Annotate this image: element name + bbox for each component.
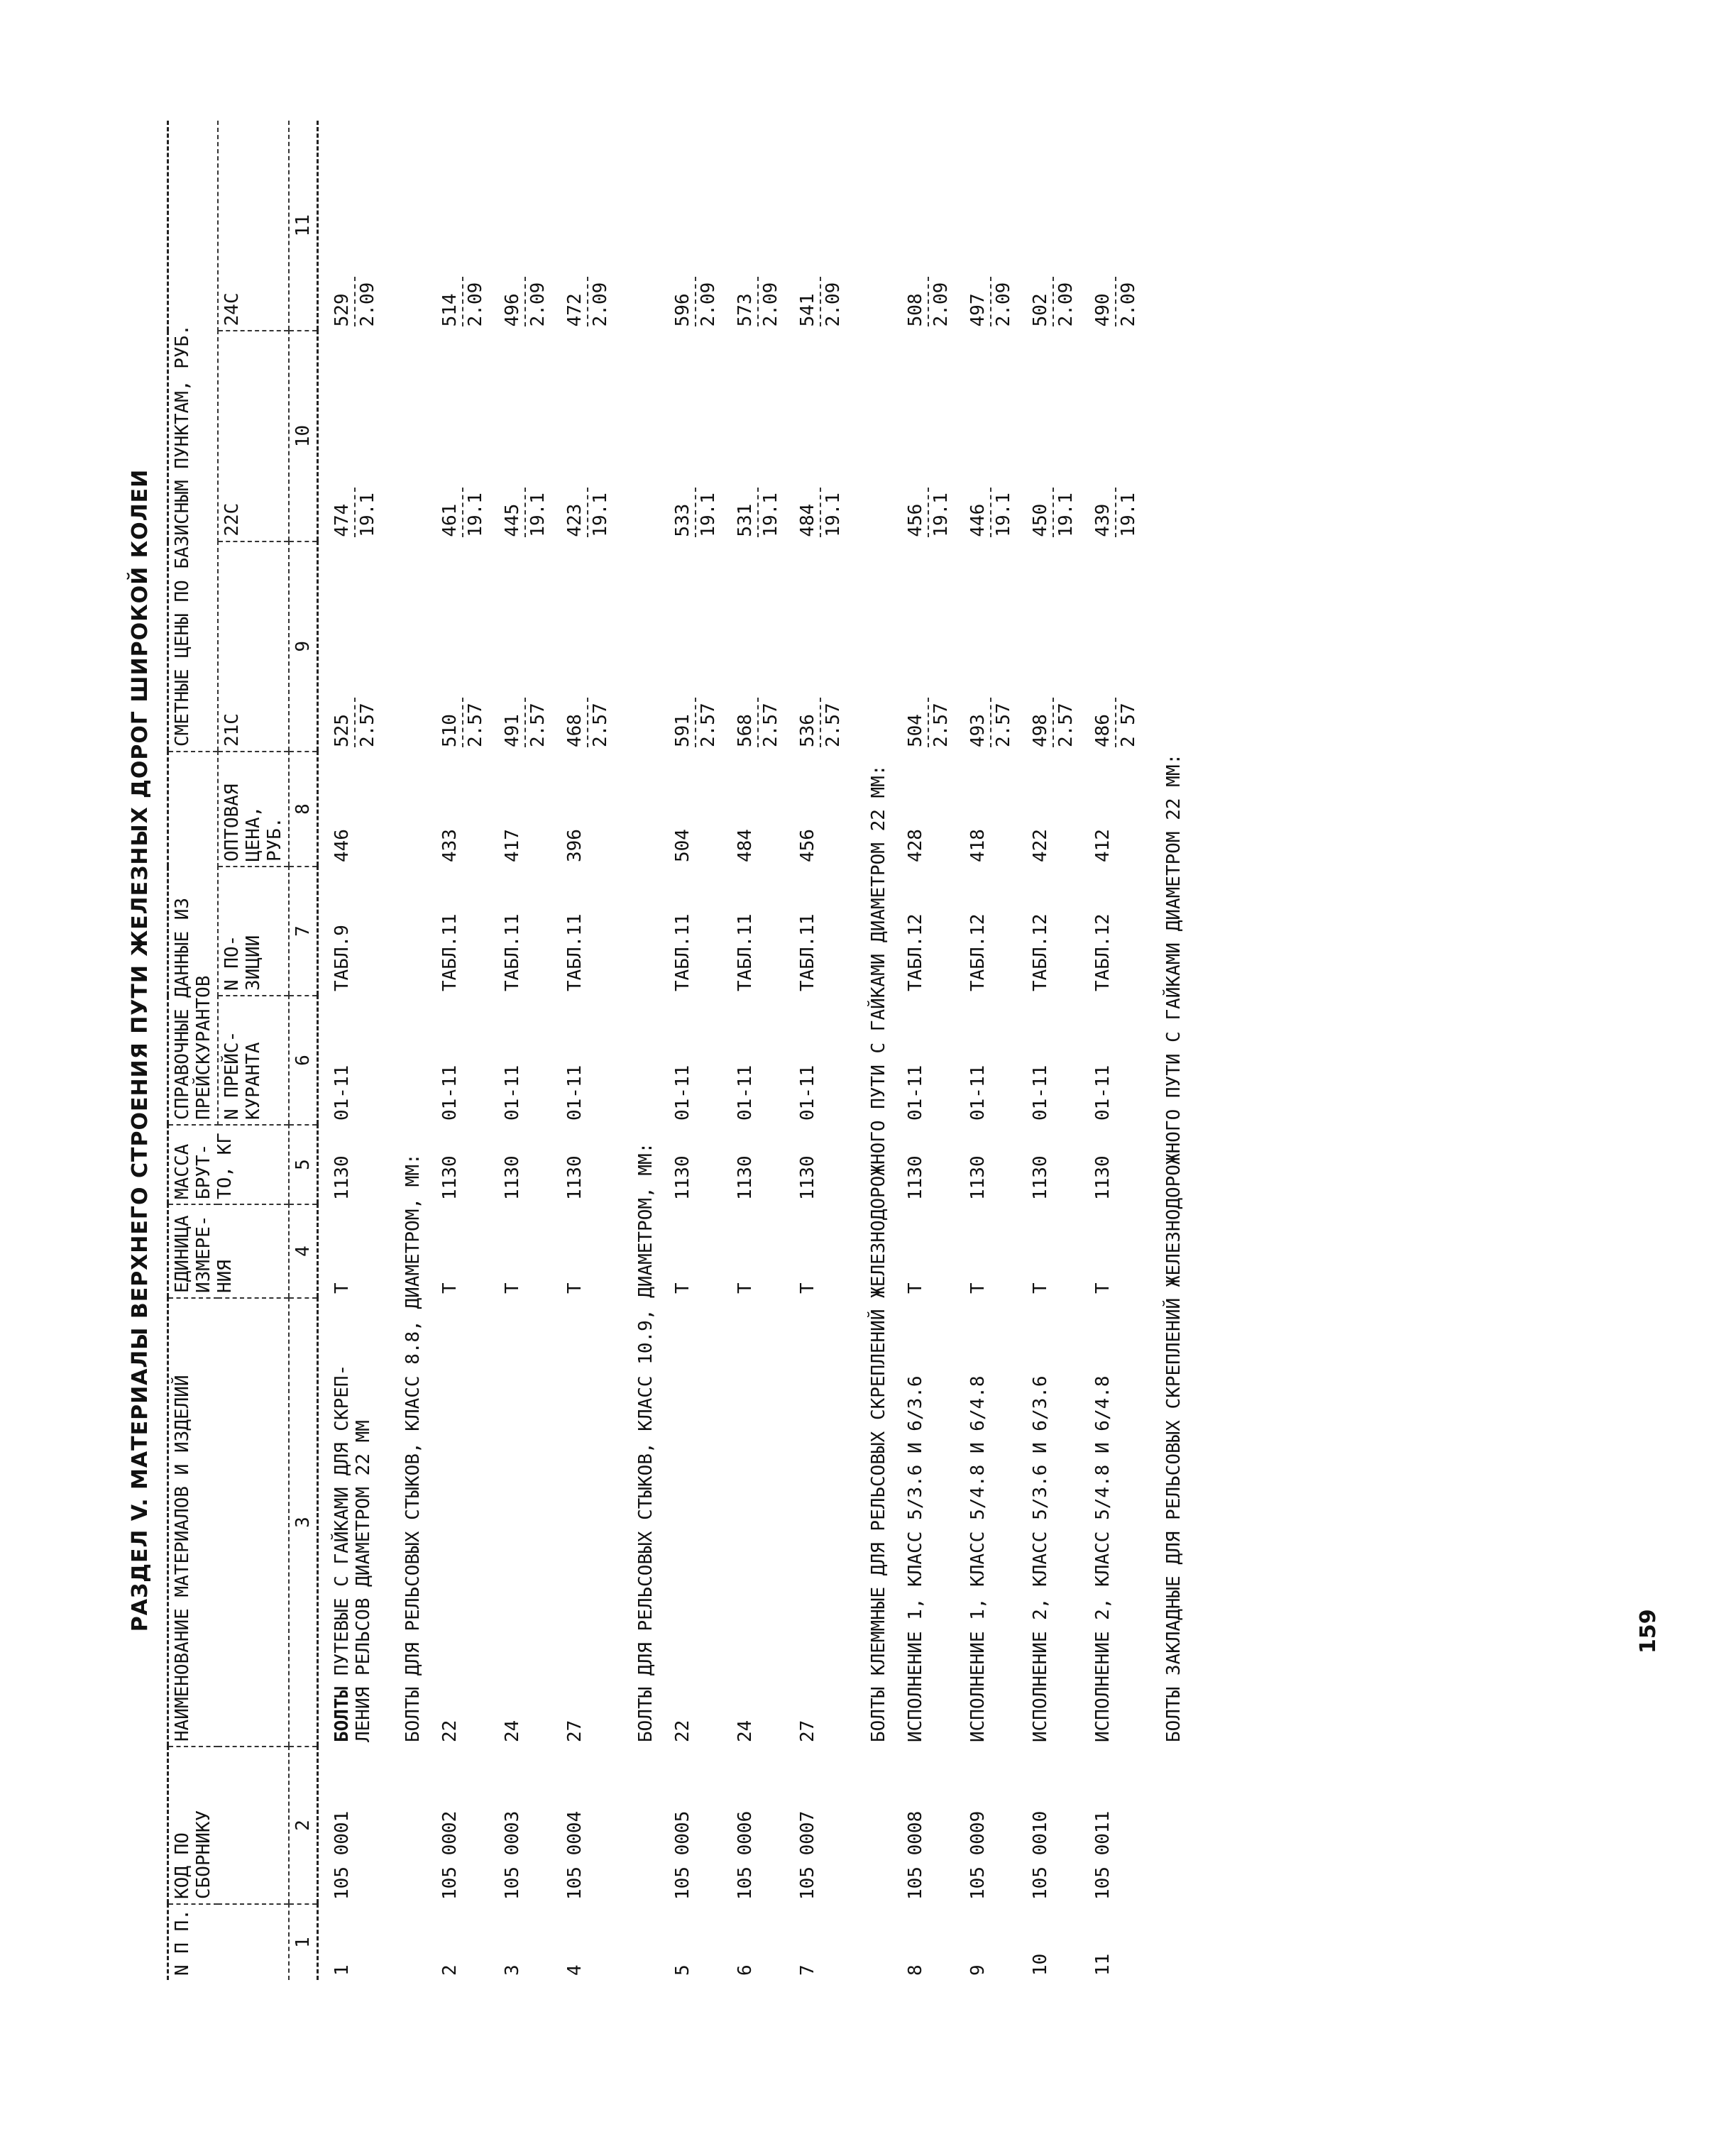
price-value: 502	[1030, 293, 1051, 327]
unit: Т	[797, 1282, 818, 1294]
price-list-number: 01-11	[967, 1065, 989, 1121]
header-col-6: N ПРЕЙС- КУРАНТА	[218, 996, 289, 1125]
price-list-number: 01-11	[905, 1065, 926, 1121]
position-number: ТАБЛ.12	[1030, 913, 1051, 991]
price-cell	[1079, 121, 1142, 331]
unit: Т	[905, 1282, 926, 1294]
item-code: 105 0011	[1092, 1810, 1114, 1900]
column-number: 6	[289, 996, 318, 1125]
price-cell	[659, 121, 722, 331]
price-cell	[318, 541, 382, 752]
price-cell	[784, 121, 847, 331]
wholesale-price: 428	[905, 829, 926, 862]
price-list-number: 01-11	[735, 1065, 756, 1121]
position-number: ТАБЛ.9	[331, 925, 353, 991]
empty-cell	[614, 1747, 659, 1904]
price-value: 450	[1030, 503, 1051, 537]
column-number: 3	[289, 1298, 318, 1747]
price-cell	[1017, 331, 1079, 541]
table-row	[1017, 121, 1079, 1980]
price-value: 474	[331, 503, 353, 537]
table-row	[659, 121, 722, 1980]
coefficient-value: 2.57	[1055, 703, 1077, 747]
price-value: 531	[735, 503, 756, 537]
fraction-divider	[524, 277, 526, 326]
wholesale-price: 418	[967, 829, 989, 862]
gross-mass: 1130	[905, 1155, 926, 1200]
item-name: 22	[672, 1720, 693, 1742]
row-number: 7	[797, 1964, 818, 1976]
price-cell	[427, 541, 489, 752]
group-heading-text: БОЛТЫ ДЛЯ РЕЛЬСОВЫХ СТЫКОВ, КЛАСС 10.9, ДИАМЕТРОМ, ММ:	[635, 1142, 656, 1742]
group-lead-word: БОЛТЫ	[331, 1686, 353, 1742]
group-heading-text: БОЛТЫ КЛЕММНЫЕ ДЛЯ РЕЛЬСОВЫХ СКРЕПЛЕНИЙ ЖЕЛЕЗНОДОРОЖНОГО ПУТИ С ГАЙКАМИ ДИАМЕТРОМ 22 ММ:	[868, 764, 889, 1742]
price-cell	[722, 541, 784, 752]
fraction-divider	[820, 698, 821, 747]
row-number: 2	[439, 1964, 461, 1976]
price-value: 591	[672, 714, 693, 747]
gross-mass: 1130	[672, 1155, 693, 1200]
coefficient-value: 2.09	[1118, 282, 1139, 327]
price-list-number: 01-11	[564, 1065, 586, 1121]
unit: Т	[564, 1282, 586, 1294]
fraction-divider	[695, 277, 696, 326]
header-col-3: НАИМЕНОВАНИЕ МАТЕРИАЛОВ И ИЗДЕЛИЙ	[168, 1298, 290, 1747]
gross-mass: 1130	[967, 1155, 989, 1200]
coefficient-value: 2.57	[357, 703, 378, 747]
fraction-divider	[462, 488, 463, 537]
price-value: 541	[797, 293, 818, 327]
fraction-divider	[524, 488, 526, 537]
price-cell	[551, 121, 614, 331]
table-row	[1079, 121, 1142, 1980]
price-value: 508	[905, 293, 926, 327]
position-number: ТАБЛ.11	[564, 913, 586, 991]
table-row	[784, 121, 847, 1980]
price-list-number: 01-11	[797, 1065, 818, 1121]
wholesale-price: 456	[797, 829, 818, 862]
empty-cell	[381, 1904, 427, 1980]
fraction-divider	[820, 488, 821, 537]
group-heading	[381, 121, 427, 1747]
gross-mass: 1130	[735, 1155, 756, 1200]
column-number: 10	[289, 331, 318, 541]
table-row	[318, 121, 382, 1980]
coefficient-value: 19.1	[357, 493, 378, 537]
gross-mass: 1130	[1092, 1155, 1114, 1200]
price-cell	[955, 541, 1017, 752]
position-number: ТАБЛ.11	[439, 913, 461, 991]
fraction-divider	[1053, 277, 1054, 326]
price-cell	[427, 331, 489, 541]
price-cell	[784, 331, 847, 541]
fraction-divider	[587, 488, 588, 537]
header-col-2: КОД ПО СБОРНИКУ	[168, 1747, 290, 1904]
fraction-divider	[1115, 277, 1116, 326]
coefficient-value: 2.57	[698, 703, 719, 747]
header-col-4: ЕДИНИЦА ИЗМЕРЕ- НИЯ	[168, 1204, 290, 1298]
price-value: 439	[1092, 503, 1114, 537]
row-number: 6	[735, 1964, 756, 1976]
coefficient-value: 2.09	[823, 282, 844, 327]
item-code: 105 0003	[502, 1810, 523, 1900]
price-cell	[892, 121, 955, 331]
price-value: 468	[564, 714, 586, 747]
materials-table	[167, 121, 1187, 1980]
group-heading-text: БОЛТЫ ДЛЯ РЕЛЬСОВЫХ СТЫКОВ, КЛАСС 8.8, ДИАМЕТРОМ, ММ:	[402, 1153, 424, 1742]
empty-cell	[614, 1904, 659, 1980]
coefficient-value: 19.1	[698, 493, 719, 537]
price-value: 529	[331, 293, 353, 327]
price-value: 536	[797, 714, 818, 747]
price-value: 486	[1092, 714, 1114, 747]
coefficient-value: 19.1	[823, 493, 844, 537]
coefficient-value: 2.09	[527, 282, 549, 327]
price-cell	[659, 331, 722, 541]
unit: Т	[331, 1282, 353, 1294]
unit: Т	[672, 1282, 693, 1294]
fraction-divider	[928, 698, 929, 747]
unit: Т	[735, 1282, 756, 1294]
price-value: 510	[439, 714, 461, 747]
wholesale-price: 433	[439, 829, 461, 862]
item-name: ИСПОЛНЕНИЕ 1, КЛАСС 5/4.8 И 6/4.8	[967, 1375, 989, 1742]
gross-mass: 1130	[502, 1155, 523, 1200]
item-name: ИСПОЛНЕНИЕ 2, КЛАСС 5/3.6 И 6/3.6	[1030, 1375, 1051, 1742]
position-number: ТАБЛ.11	[672, 913, 693, 991]
price-value: 472	[564, 293, 586, 327]
fraction-divider	[354, 698, 356, 747]
price-list-number: 01-11	[1030, 1065, 1051, 1121]
table-row	[427, 121, 489, 1980]
price-cell	[1079, 541, 1142, 752]
price-list-number: 01-11	[1092, 1065, 1114, 1121]
price-cell	[722, 331, 784, 541]
unit: Т	[967, 1282, 989, 1294]
gross-mass: 1130	[564, 1155, 586, 1200]
item-code: 105 0004	[564, 1810, 586, 1900]
item-code: 105 0008	[905, 1810, 926, 1900]
fraction-divider	[990, 698, 991, 747]
price-cell	[551, 541, 614, 752]
wholesale-price: 484	[735, 829, 756, 862]
coefficient-value: 2.09	[465, 282, 486, 327]
fraction-divider	[462, 277, 463, 326]
price-cell	[784, 541, 847, 752]
price-value: 484	[797, 503, 818, 537]
fraction-divider	[1053, 488, 1054, 537]
price-value: 493	[967, 714, 989, 747]
unit: Т	[502, 1282, 523, 1294]
table-row	[955, 121, 1017, 1980]
item-code: 105 0010	[1030, 1810, 1051, 1900]
price-cell	[489, 331, 551, 541]
coefficient-value: 2.57	[527, 703, 549, 747]
fraction-divider	[928, 277, 929, 326]
price-list-number: 01-11	[672, 1065, 693, 1121]
price-list-number: 01-11	[502, 1065, 523, 1121]
header-col-9: 21С	[218, 541, 289, 752]
coefficient-value: 2.57	[590, 703, 611, 747]
wholesale-price: 422	[1030, 829, 1051, 862]
group-heading	[847, 121, 892, 1747]
header-price-group: СМЕТНЫЕ ЦЕНЫ ПО БАЗИСНЫМ ПУНКТАМ, РУБ.	[168, 121, 219, 752]
item-code: 105 0001	[331, 1810, 353, 1900]
position-number: ТАБЛ.12	[905, 913, 926, 991]
price-value: 498	[1030, 714, 1051, 747]
item-name: 27	[564, 1720, 586, 1742]
column-number: 1	[289, 1904, 318, 1980]
column-number: 2	[289, 1747, 318, 1904]
group-heading-text: БОЛТЫ ЗАКЛАДНЫЕ ДЛЯ РЕЛЬСОВЫХ СКРЕПЛЕНИЙ ЖЕЛЕЗНОДОРОЖНОГО ПУТИ С ГАЙКАМИ ДИАМЕТРОМ 22 ММ:	[1163, 753, 1185, 1742]
table-body	[318, 121, 1188, 1980]
price-cell	[427, 121, 489, 331]
gross-mass: 1130	[331, 1155, 353, 1200]
price-value: 573	[735, 293, 756, 327]
coefficient-value: 19.1	[1118, 493, 1139, 537]
price-value: 445	[502, 503, 523, 537]
item-code: 105 0007	[797, 1810, 818, 1900]
price-value: 461	[439, 503, 461, 537]
price-cell	[318, 331, 382, 541]
item-code: 105 0006	[735, 1810, 756, 1900]
coefficient-value: 2.09	[698, 282, 719, 327]
coefficient-value: 2.57	[760, 703, 781, 747]
coefficient-value: 2.09	[930, 282, 952, 327]
price-cell	[955, 121, 1017, 331]
unit: Т	[1030, 1282, 1051, 1294]
table-header	[168, 121, 318, 1980]
row-number: 8	[905, 1964, 926, 1976]
unit: Т	[1092, 1282, 1114, 1294]
header-col-7: N ПО- ЗИЦИИ	[218, 867, 289, 996]
price-value: 525	[331, 714, 353, 747]
group-heading-row	[847, 121, 892, 1980]
position-number: ТАБЛ.11	[797, 913, 818, 991]
row-number: 9	[967, 1964, 989, 1976]
position-number: ТАБЛ.11	[502, 913, 523, 991]
coefficient-value: 2.09	[1055, 282, 1077, 327]
coefficient-value: 2.57	[465, 703, 486, 747]
row-number: 3	[502, 1964, 523, 1976]
price-cell	[659, 541, 722, 752]
gross-mass: 1130	[439, 1155, 461, 1200]
empty-cell	[381, 1747, 427, 1904]
gross-mass: 1130	[797, 1155, 818, 1200]
fraction-divider	[757, 488, 759, 537]
fraction-divider	[587, 277, 588, 326]
header-col-11: 24С	[218, 121, 289, 331]
gross-mass: 1130	[1030, 1155, 1051, 1200]
fraction-divider	[820, 277, 821, 326]
empty-cell	[1142, 1904, 1187, 1980]
wholesale-price: 504	[672, 829, 693, 862]
coefficient-value: 2.09	[357, 282, 378, 327]
price-value: 514	[439, 293, 461, 327]
fraction-divider	[1115, 488, 1116, 537]
fraction-divider	[354, 488, 356, 537]
fraction-divider	[695, 488, 696, 537]
item-name	[318, 1298, 382, 1747]
price-value: 497	[967, 293, 989, 327]
coefficient-value: 19.1	[590, 493, 611, 537]
price-list-number: 01-11	[439, 1065, 461, 1121]
fraction-divider	[587, 698, 588, 747]
price-cell	[955, 331, 1017, 541]
table-row	[722, 121, 784, 1980]
wholesale-price: 417	[502, 829, 523, 862]
price-cell	[722, 121, 784, 331]
column-number: 11	[289, 121, 318, 331]
coefficient-value: 2 57	[1118, 703, 1139, 747]
row-number: 5	[672, 1964, 693, 1976]
item-code: 105 0009	[967, 1810, 989, 1900]
group-heading-row	[1142, 121, 1187, 1980]
price-value: 533	[672, 503, 693, 537]
rotated-sheet	[128, 121, 1590, 1980]
column-number: 9	[289, 541, 318, 752]
fraction-divider	[1053, 698, 1054, 747]
fraction-divider	[524, 698, 526, 747]
price-value: 568	[735, 714, 756, 747]
coefficient-value: 19.1	[930, 493, 952, 537]
coefficient-value: 2.57	[823, 703, 844, 747]
price-value: 504	[905, 714, 926, 747]
column-number: 4	[289, 1204, 318, 1298]
table-row	[551, 121, 614, 1980]
price-value: 491	[502, 714, 523, 747]
page-number: 159	[1636, 1609, 1661, 1654]
coefficient-value: 2.09	[590, 282, 611, 327]
table-row	[489, 121, 551, 1980]
wholesale-price: 396	[564, 829, 586, 862]
fraction-divider	[462, 698, 463, 747]
fraction-divider	[990, 277, 991, 326]
coefficient-value: 2.57	[993, 703, 1014, 747]
coefficient-value: 2.57	[930, 703, 952, 747]
fraction-divider	[757, 277, 759, 326]
price-value: 496	[502, 293, 523, 327]
item-name: 27	[797, 1720, 818, 1742]
row-number: 11	[1092, 1953, 1114, 1976]
price-value: 423	[564, 503, 586, 537]
row-number: 10	[1030, 1953, 1051, 1976]
fraction-divider	[354, 277, 356, 326]
price-cell	[489, 121, 551, 331]
item-name: 22	[439, 1720, 461, 1742]
price-cell	[489, 541, 551, 752]
empty-cell	[847, 1904, 892, 1980]
header-col-5: МАССА БРУТ- ТО, КГ	[168, 1125, 290, 1204]
column-number: 8	[289, 752, 318, 867]
row-number: 4	[564, 1964, 586, 1976]
row-number: 1	[331, 1964, 353, 1976]
coefficient-value: 19.1	[465, 493, 486, 537]
column-number: 5	[289, 1125, 318, 1204]
price-cell	[892, 541, 955, 752]
item-name: ИСПОЛНЕНИЕ 2, КЛАСС 5/4.8 И 6/4.8	[1092, 1375, 1114, 1742]
price-cell	[1017, 121, 1079, 331]
fraction-divider	[928, 488, 929, 537]
coefficient-value: 19.1	[1055, 493, 1077, 537]
coefficient-value: 19.1	[527, 493, 549, 537]
price-value: 456	[905, 503, 926, 537]
price-value: 490	[1092, 293, 1114, 327]
fraction-divider	[757, 698, 759, 747]
wholesale-price: 446	[331, 829, 353, 862]
fraction-divider	[695, 698, 696, 747]
empty-cell	[847, 1747, 892, 1904]
price-value: 596	[672, 293, 693, 327]
column-number-row	[289, 121, 318, 1980]
price-cell	[892, 331, 955, 541]
fraction-divider	[1115, 698, 1116, 747]
item-code: 105 0002	[439, 1810, 461, 1900]
header-ref-group: СПРАВОЧНЫЕ ДАННЫЕ ИЗ ПРЕЙСКУРАНТОВ	[168, 752, 219, 1125]
empty-cell	[1142, 1747, 1187, 1904]
wholesale-price: 412	[1092, 829, 1114, 862]
position-number: ТАБЛ.12	[967, 913, 989, 991]
header-col-8: ОПТОВАЯ ЦЕНА, РУБ.	[218, 752, 289, 867]
header-col-10: 22С	[218, 331, 289, 541]
price-cell	[318, 121, 382, 331]
coefficient-value: 2.09	[993, 282, 1014, 327]
item-name: ИСПОЛНЕНИЕ 1, КЛАСС 5/3.6 И 6/3.6	[905, 1375, 926, 1742]
coefficient-value: 19.1	[993, 493, 1014, 537]
coefficient-value: 2.09	[760, 282, 781, 327]
item-name: 24	[502, 1720, 523, 1742]
table-row	[892, 121, 955, 1980]
column-number: 7	[289, 867, 318, 996]
fraction-divider	[990, 488, 991, 537]
item-name: 24	[735, 1720, 756, 1742]
position-number: ТАБЛ.11	[735, 913, 756, 991]
price-cell	[1017, 541, 1079, 752]
price-cell	[551, 331, 614, 541]
price-list-number: 01-11	[331, 1065, 353, 1121]
group-heading-row	[614, 121, 659, 1980]
coefficient-value: 19.1	[760, 493, 781, 537]
header-col-1: N П П.	[168, 1904, 290, 1980]
group-heading	[1142, 121, 1187, 1747]
position-number: ТАБЛ.12	[1092, 913, 1114, 991]
price-value: 446	[967, 503, 989, 537]
price-cell	[1079, 331, 1142, 541]
section-title: РАЗДЕЛ V. МАТЕРИАЛЫ ВЕРХНЕГО СТРОЕНИЯ ПУТИ ЖЕЛЕЗНЫХ ДОРОГ ШИРОКОЙ КОЛЕИ	[128, 468, 153, 1632]
item-code: 105 0005	[672, 1810, 693, 1900]
group-heading	[614, 121, 659, 1747]
group-heading-row	[381, 121, 427, 1980]
item-name-text: ПУТЕВЫЕ С ГАЙКАМИ ДЛЯ СКРЕП- ЛЕНИЯ РЕЛЬСОВ ДИАМЕТРОМ 22 ММ	[331, 1364, 374, 1742]
unit: Т	[439, 1282, 461, 1294]
